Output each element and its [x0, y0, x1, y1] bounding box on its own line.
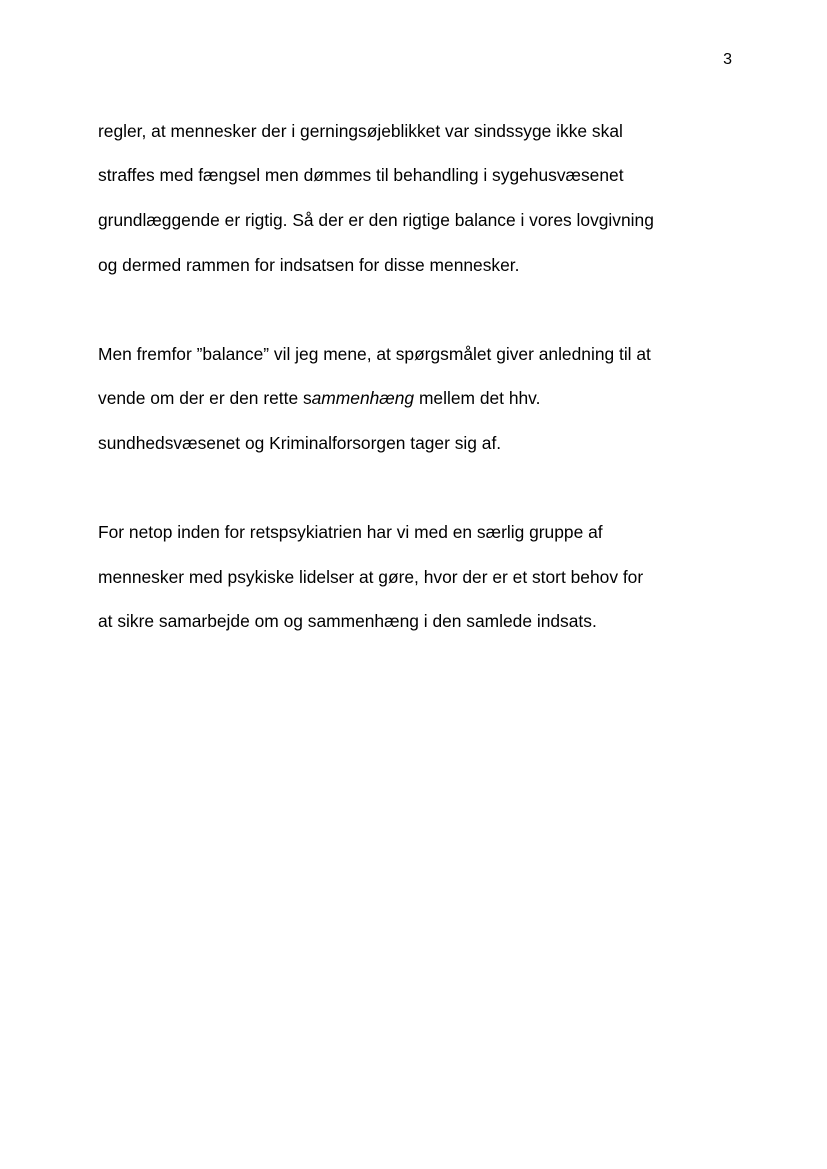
- paragraph-2-line-1: Men fremfor ”balance” vil jeg mene, at spørgsmålet giver anledning til at: [98, 344, 651, 364]
- paragraph-3-line-1: For netop inden for retspsykiatrien har vi med en særlig gruppe af: [98, 522, 603, 542]
- paragraph-1-line-2: straffes med fængsel men dømmes til behandling i sygehusvæsenet: [98, 165, 624, 185]
- paragraph-2-line-2: [98, 386, 540, 410]
- paragraph-3-line-2: mennesker med psykiske lidelser at gøre, hvor der er et stort behov for: [98, 567, 644, 587]
- paragraph-2-line-3: sundhedsvæsenet og Kriminalforsorgen tager sig af.: [98, 433, 502, 453]
- line-text-before: vende om der er den rette s: [98, 388, 312, 408]
- paragraph-1-line-3: grundlæggende er rigtig. Så der er den rigtige balance i vores lovgivning: [98, 210, 654, 230]
- paragraph-1-line-1: regler, at mennesker der i gerningsøjeblikket var sindssyge ikke skal: [98, 121, 623, 141]
- line-text-after: mellem det hhv.: [414, 388, 541, 408]
- paragraph-3-line-3: at sikre samarbejde om og sammenhæng i den samlede indsats.: [98, 611, 597, 631]
- emphasized-word: ammenhæng: [311, 388, 415, 408]
- paragraph-1-line-4: og dermed rammen for indsatsen for disse mennesker.: [98, 255, 520, 275]
- page-number: 3: [723, 51, 732, 68]
